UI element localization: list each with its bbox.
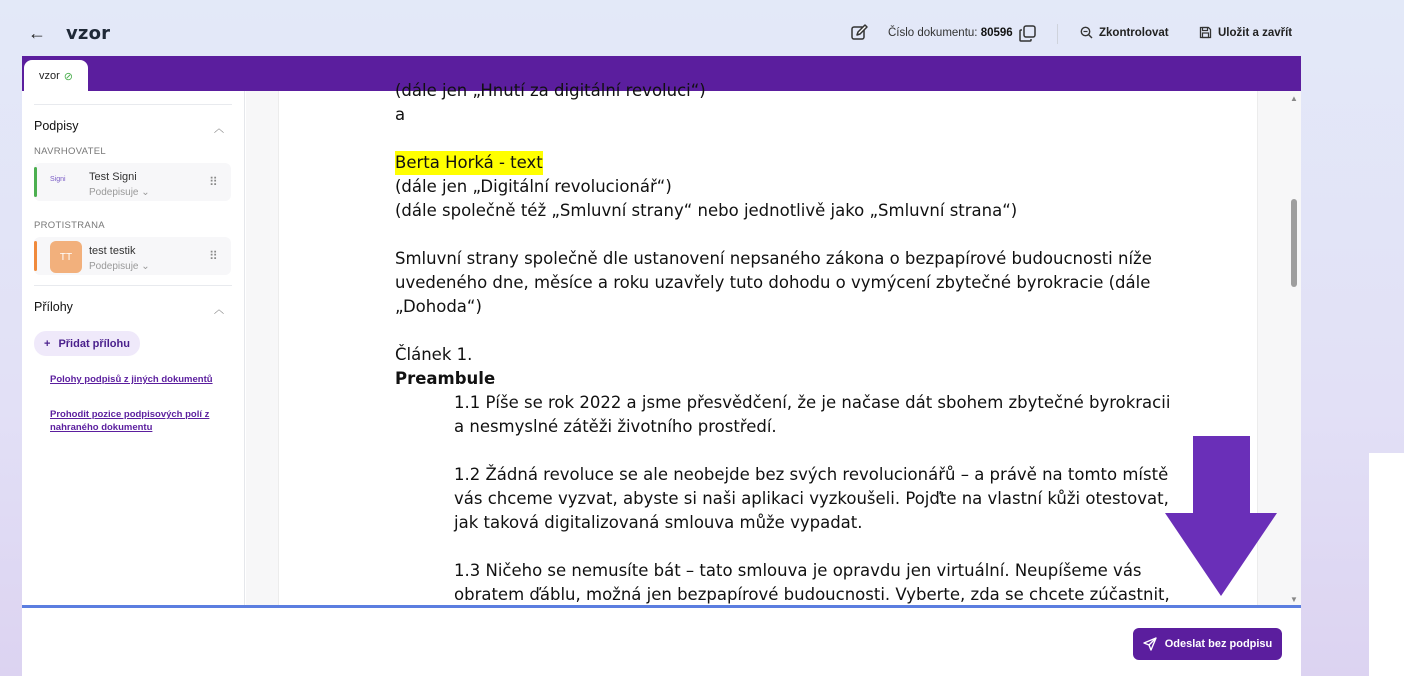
drag-handle-icon[interactable]: ⠿ xyxy=(209,249,217,263)
chevron-down-icon: ⌄ xyxy=(141,261,150,272)
copy-icon[interactable] xyxy=(1019,25,1036,42)
scroll-up-icon[interactable]: ▲ xyxy=(1290,94,1298,103)
signer-name: Test Signi xyxy=(89,171,137,183)
doc-line: vás chceme vyzvat, abyste si naši aplikaci vyzkoušeli. Pojďte na vlastní kůži otestovat, xyxy=(454,489,1169,508)
signer-status[interactable]: Podepisuje ⌄ xyxy=(89,261,150,272)
attachments-section-title: Přílohy xyxy=(34,300,73,314)
proposer-label: NAVRHOVATEL xyxy=(34,146,106,157)
preamble-heading: Preambule xyxy=(395,369,496,388)
doc-line: obratem ďáblu, možná jen bezpapírové budoucnosti. Vyberte, zda se chcete zúčastnit, xyxy=(454,585,1170,604)
plus-icon: + xyxy=(44,337,51,350)
send-icon xyxy=(1143,637,1157,651)
tab-label: vzor xyxy=(39,70,60,82)
signatures-section-title: Podpisy xyxy=(34,119,79,133)
signer-card-proposer[interactable] xyxy=(34,163,231,201)
scrollbar-thumb[interactable] xyxy=(1291,199,1297,287)
doc-line: 1.2 Žádná revoluce se ale neobejde bez svých revolucionářů – a právě na tomto místě xyxy=(454,465,1169,484)
document-page xyxy=(278,81,1258,605)
document-number-label: Číslo dokumentu: xyxy=(888,27,978,39)
doc-line: jak taková digitalizovaná smlouva může vypadat. xyxy=(454,513,863,532)
document-number-value: 80596 xyxy=(980,27,1013,39)
save-and-close-button[interactable] xyxy=(1199,26,1292,39)
sidebar-divider xyxy=(34,285,232,286)
add-attachment-button[interactable] xyxy=(34,331,140,356)
doc-line: (dále jen „Hnutí za digitální revoluci“) xyxy=(395,81,706,100)
background-panel xyxy=(1369,453,1404,676)
article-heading: Článek 1. xyxy=(395,345,473,364)
document-viewer xyxy=(246,81,1301,605)
doc-line: 1.1 Píše se rok 2022 a jsme přesvědčení, že je načase dát sbohem zbytečné byrokracii xyxy=(454,393,1171,412)
document-number xyxy=(888,27,1013,39)
highlighted-field[interactable]: Berta Horká - text xyxy=(395,151,543,175)
zoom-search-icon xyxy=(1080,26,1093,39)
check-button[interactable] xyxy=(1080,26,1169,39)
footer-divider xyxy=(22,605,1301,608)
doc-line: a nesmyslné zátěži životního prostředí. xyxy=(454,417,777,436)
signer-color-bar xyxy=(34,241,37,271)
edit-icon[interactable] xyxy=(850,24,868,42)
doc-line: Smluvní strany společně dle ustanovení nepsaného zákona o bezpapírové budoucnosti níže xyxy=(395,249,1152,268)
back-arrow-icon[interactable]: ← xyxy=(28,23,46,43)
avatar: TT xyxy=(50,241,82,273)
send-label: Odeslat bez podpisu xyxy=(1164,638,1273,650)
sidebar-divider xyxy=(34,104,232,105)
tab-vzor[interactable] xyxy=(24,60,88,92)
signer-card-counterparty[interactable] xyxy=(34,237,231,275)
doc-line: „Dohoda“) xyxy=(395,297,482,316)
chevron-down-icon: ⌄ xyxy=(141,187,150,198)
doc-line: (dále jen „Digitální revolucionář“) xyxy=(395,177,672,196)
check-circle-icon: ⊘ xyxy=(63,70,73,83)
save-label: Uložit a zavřít xyxy=(1218,26,1293,39)
chevron-up-icon[interactable]: ︿ xyxy=(214,305,224,316)
counterparty-label: PROTISTRANA xyxy=(34,220,105,231)
swap-positions-link[interactable]: Prohodit pozice podpisových polí z nahraného dokumentu xyxy=(50,409,210,433)
doc-line: uvedeného dne, měsíce a roku uzavřely tuto dohodu o vymýcení zbytečné byrokracie (dále xyxy=(395,273,1151,292)
drag-handle-icon[interactable]: ⠿ xyxy=(209,175,217,189)
signer-status[interactable]: Podepisuje ⌄ xyxy=(89,187,150,198)
signer-color-bar xyxy=(34,167,37,197)
signer-name: test testik xyxy=(89,245,136,257)
check-label: Zkontrolovat xyxy=(1099,26,1169,39)
signature-positions-link[interactable]: Polohy podpisů z jiných dokumentů xyxy=(50,374,213,385)
doc-line: 1.3 Ničeho se nemusíte bát – tato smlouva je opravdu jen virtuální. Neupíšeme vás xyxy=(454,561,1142,580)
doc-line: (dále společně též „Smluvní strany“ nebo jednotlivě jako „Smluvní strana“) xyxy=(395,201,1018,220)
scroll-down-icon[interactable]: ▼ xyxy=(1290,595,1298,604)
doc-line: a xyxy=(395,105,406,124)
chevron-up-icon[interactable]: ︿ xyxy=(214,124,224,135)
toolbar-divider xyxy=(1057,24,1058,44)
save-icon xyxy=(1199,26,1212,39)
send-without-signature-button[interactable] xyxy=(1133,628,1282,660)
signi-logo: Signi xyxy=(50,176,66,183)
page-title: vzor xyxy=(66,23,111,44)
down-arrow-icon xyxy=(1165,436,1277,596)
add-attachment-label: Přidat přílohu xyxy=(58,337,130,350)
sidebar xyxy=(22,91,245,605)
editor-panel xyxy=(22,56,1301,676)
